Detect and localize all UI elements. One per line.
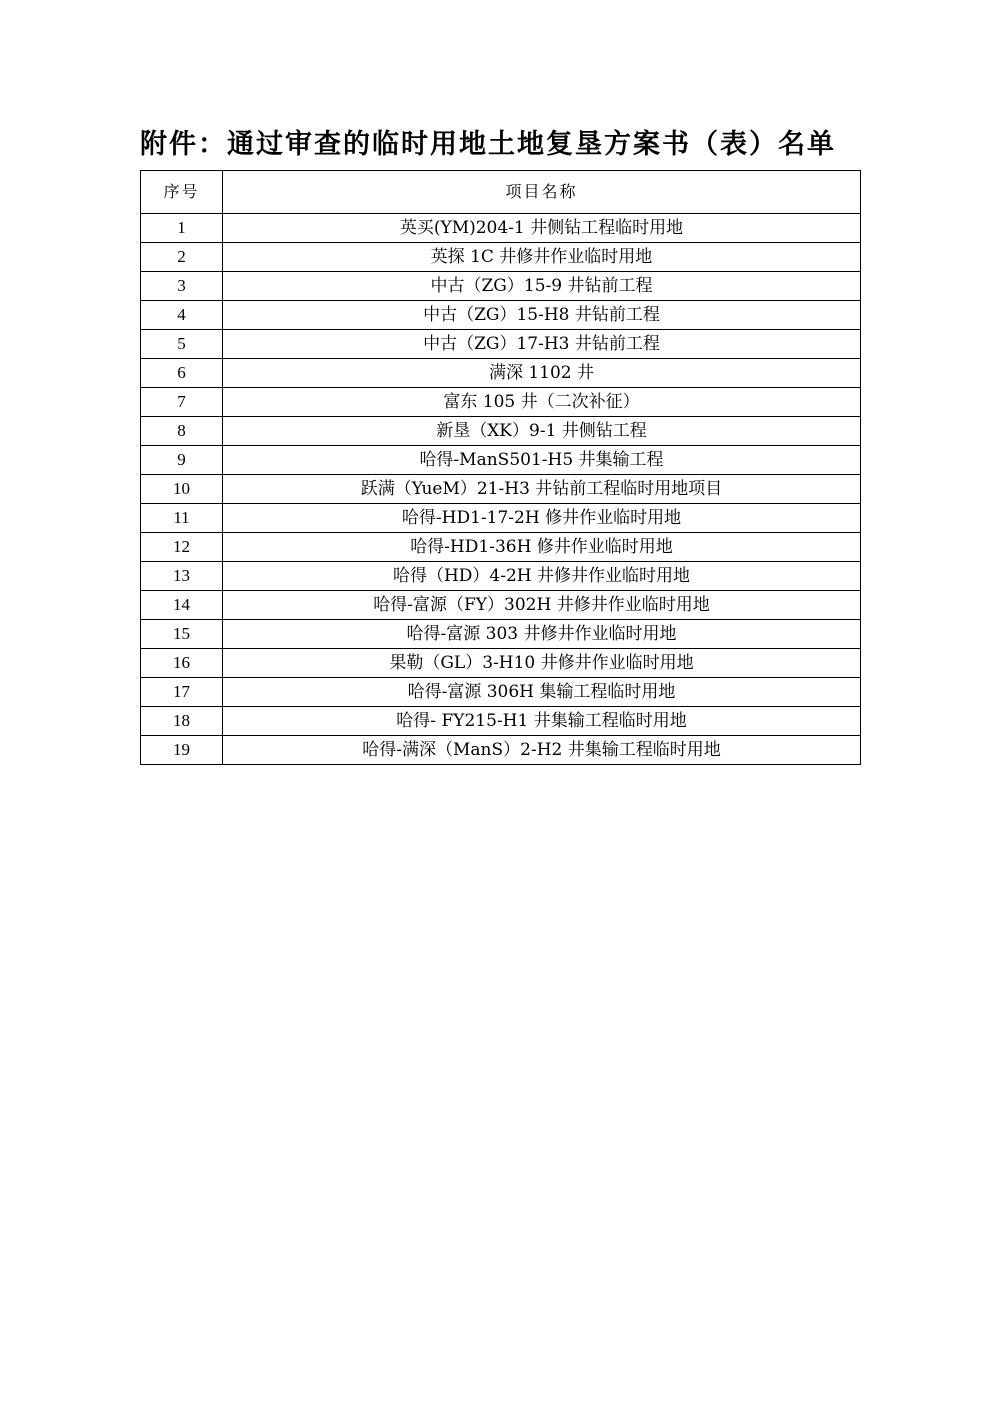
table-row	[141, 272, 861, 301]
row-project-name: 哈得- FY215-H1 井集输工程临时用地	[223, 707, 861, 736]
row-index: 7	[141, 388, 223, 417]
project-list-table	[140, 170, 861, 765]
row-project-name: 满深 1102 井	[223, 359, 861, 388]
row-project-name: 哈得-ManS501-H5 井集输工程	[223, 446, 861, 475]
table-row	[141, 707, 861, 736]
row-index: 19	[141, 736, 223, 765]
table-row	[141, 330, 861, 359]
row-project-name: 英买(YM)204-1 井侧钻工程临时用地	[223, 214, 861, 243]
table-row	[141, 388, 861, 417]
row-project-name: 英探 1C 井修井作业临时用地	[223, 243, 861, 272]
row-project-name: 中古（ZG）17-H3 井钻前工程	[223, 330, 861, 359]
row-project-name: 富东 105 井（二次补征）	[223, 388, 861, 417]
row-project-name: 哈得-HD1-36H 修井作业临时用地	[223, 533, 861, 562]
table-row	[141, 214, 861, 243]
table-row	[141, 562, 861, 591]
row-index: 12	[141, 533, 223, 562]
table-row	[141, 736, 861, 765]
row-index: 14	[141, 591, 223, 620]
table-row	[141, 301, 861, 330]
row-project-name: 哈得-满深（ManS）2-H2 井集输工程临时用地	[223, 736, 861, 765]
row-index: 11	[141, 504, 223, 533]
row-index: 5	[141, 330, 223, 359]
row-index: 16	[141, 649, 223, 678]
row-project-name: 跃满（YueM）21-H3 井钻前工程临时用地项目	[223, 475, 861, 504]
row-index: 8	[141, 417, 223, 446]
table-row	[141, 243, 861, 272]
table-row	[141, 446, 861, 475]
column-header-name: 项目名称	[223, 171, 861, 214]
table-header-row	[141, 171, 861, 214]
row-project-name: 果勒（GL）3-H10 井修井作业临时用地	[223, 649, 861, 678]
table-row	[141, 678, 861, 707]
row-index: 4	[141, 301, 223, 330]
row-project-name: 新垦（XK）9-1 井侧钻工程	[223, 417, 861, 446]
row-project-name: 哈得（HD）4-2H 井修井作业临时用地	[223, 562, 861, 591]
row-project-name: 哈得-富源（FY）302H 井修井作业临时用地	[223, 591, 861, 620]
row-index: 18	[141, 707, 223, 736]
table-row	[141, 475, 861, 504]
table-row	[141, 359, 861, 388]
row-index: 17	[141, 678, 223, 707]
table-row	[141, 620, 861, 649]
row-index: 9	[141, 446, 223, 475]
row-index: 3	[141, 272, 223, 301]
table-row	[141, 533, 861, 562]
row-project-name: 中古（ZG）15-H8 井钻前工程	[223, 301, 861, 330]
table-row	[141, 591, 861, 620]
row-project-name: 哈得-富源 306H 集输工程临时用地	[223, 678, 861, 707]
table-row	[141, 417, 861, 446]
table-body	[141, 214, 861, 765]
column-header-index: 序号	[141, 171, 223, 214]
row-index: 15	[141, 620, 223, 649]
table-row	[141, 649, 861, 678]
row-index: 2	[141, 243, 223, 272]
row-project-name: 中古（ZG）15-9 井钻前工程	[223, 272, 861, 301]
row-project-name: 哈得-富源 303 井修井作业临时用地	[223, 620, 861, 649]
row-index: 10	[141, 475, 223, 504]
table-row	[141, 504, 861, 533]
row-index: 13	[141, 562, 223, 591]
project-table-container	[140, 170, 860, 765]
row-index: 6	[141, 359, 223, 388]
row-index: 1	[141, 214, 223, 243]
page-title: 附件：通过审查的临时用地土地复垦方案书（表）名单	[140, 129, 836, 160]
row-project-name: 哈得-HD1-17-2H 修井作业临时用地	[223, 504, 861, 533]
